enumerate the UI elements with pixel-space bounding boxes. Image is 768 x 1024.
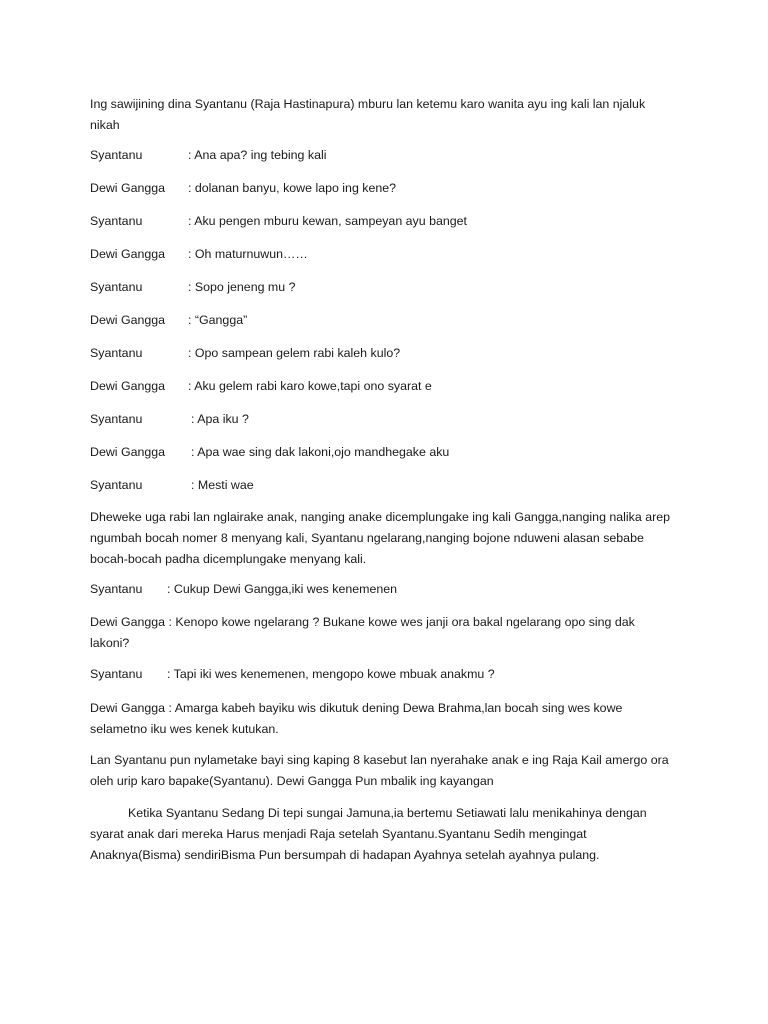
dialogue-line: : “Gangga” bbox=[188, 313, 248, 327]
dialogue-line: lakoni? bbox=[90, 636, 130, 650]
narration-paragraph-2 bbox=[90, 750, 690, 792]
narration-paragraph-3 bbox=[90, 803, 690, 866]
dialogue-speaker: Syantanu bbox=[90, 280, 143, 294]
dialogue-speaker: Dewi Gangga bbox=[90, 181, 166, 195]
dialogue-paragraph-gangga-2 bbox=[90, 698, 690, 740]
narration-line: ngumbah bocah nomer 8 menyang kali, Syantanu ngelarang,nanging bojone nduweni alasan sebabe bbox=[90, 531, 644, 545]
dialogue-paragraph-gangga-1 bbox=[90, 612, 690, 654]
dialogue-line: : Aku pengen mburu kewan, sampeyan ayu banget bbox=[188, 214, 467, 228]
dialogue-line: : Oh maturnuwun…… bbox=[188, 247, 308, 261]
intro-paragraph bbox=[90, 94, 690, 136]
dialogue-line: selametno iku wes kenek kutukan. bbox=[90, 722, 279, 736]
dialogue-speaker: Syantanu bbox=[90, 412, 143, 426]
dialogue-line: : Cukup Dewi Gangga,iki wes kenemenen bbox=[167, 582, 398, 596]
dialogue-line: Dewi Gangga : Amarga kabeh bayiku wis dikutuk dening Dewa Brahma,lan bocah sing wes kowe bbox=[90, 701, 623, 715]
dialogue-speaker: Syantanu bbox=[90, 148, 143, 162]
narration-line: bocah-bocah padha dicemplungake menyang kali. bbox=[90, 552, 367, 566]
dialogue-speaker: Syantanu bbox=[90, 582, 143, 596]
dialogue-line: Dewi Gangga : Kenopo kowe ngelarang ? Bukane kowe wes janji ora bakal ngelarang opo sing dak bbox=[90, 615, 635, 629]
dialogue-line: : Apa iku ? bbox=[191, 412, 249, 426]
dialogue-speaker: Syantanu bbox=[90, 346, 143, 360]
narration-line: Ketika Syantanu Sedang Di tepi sungai Jamuna,ia bertemu Setiawati lalu menikahinya dengan bbox=[128, 806, 647, 820]
dialogue-line: : Ana apa? ing tebing kali bbox=[188, 148, 327, 162]
dialogue-line: : Sopo jeneng mu ? bbox=[188, 280, 296, 294]
dialogue-speaker: Dewi Gangga bbox=[90, 445, 166, 459]
dialogue-speaker: Dewi Gangga bbox=[90, 313, 166, 327]
dialogue-speaker: Syantanu bbox=[90, 478, 143, 492]
narration-line: Dheweke uga rabi lan nglairake anak, nanging anake dicemplungake ing kali Gangga,nanging nalika arep bbox=[90, 510, 671, 524]
dialogue-speaker: Syantanu bbox=[90, 214, 143, 228]
dialogue-line: : Opo sampean gelem rabi kaleh kulo? bbox=[188, 346, 401, 360]
narration-line: oleh urip karo bapake(Syantanu). Dewi Gangga Pun mbalik ing kayangan bbox=[90, 774, 494, 788]
narration-paragraph-1 bbox=[90, 507, 690, 570]
dialogue-line: : Mesti wae bbox=[191, 478, 254, 492]
dialogue-line: : Tapi iki wes kenemenen, mengopo kowe mbuak anakmu ? bbox=[167, 667, 495, 681]
narration-line: Lan Syantanu pun nylametake bayi sing kaping 8 kasebut lan nyerahake anak e ing Raja Kail amergo ora bbox=[90, 753, 669, 767]
dialogue-line: : Aku gelem rabi karo kowe,tapi ono syarat e bbox=[188, 379, 432, 393]
intro-line-1: Ing sawijining dina Syantanu (Raja Hastinapura) mburu lan ketemu karo wanita ayu ing kali lan njaluk bbox=[90, 97, 646, 111]
dialogue-line: : Apa wae sing dak lakoni,ojo mandhegake aku bbox=[191, 445, 450, 459]
dialogue-speaker: Dewi Gangga bbox=[90, 379, 166, 393]
narration-line: Anaknya(Bisma) sendiriBisma Pun bersumpah di hadapan Ayahnya setelah ayahnya pulang. bbox=[90, 848, 600, 862]
dialogue-speaker: Dewi Gangga bbox=[90, 247, 166, 261]
narration-line: syarat anak dari mereka Harus menjadi Raja setelah Syantanu.Syantanu Sedih mengingat bbox=[90, 827, 587, 841]
intro-line-2: nikah bbox=[90, 118, 120, 132]
dialogue-speaker: Syantanu bbox=[90, 667, 143, 681]
dialogue-line: : dolanan banyu, kowe lapo ing kene? bbox=[188, 181, 397, 195]
